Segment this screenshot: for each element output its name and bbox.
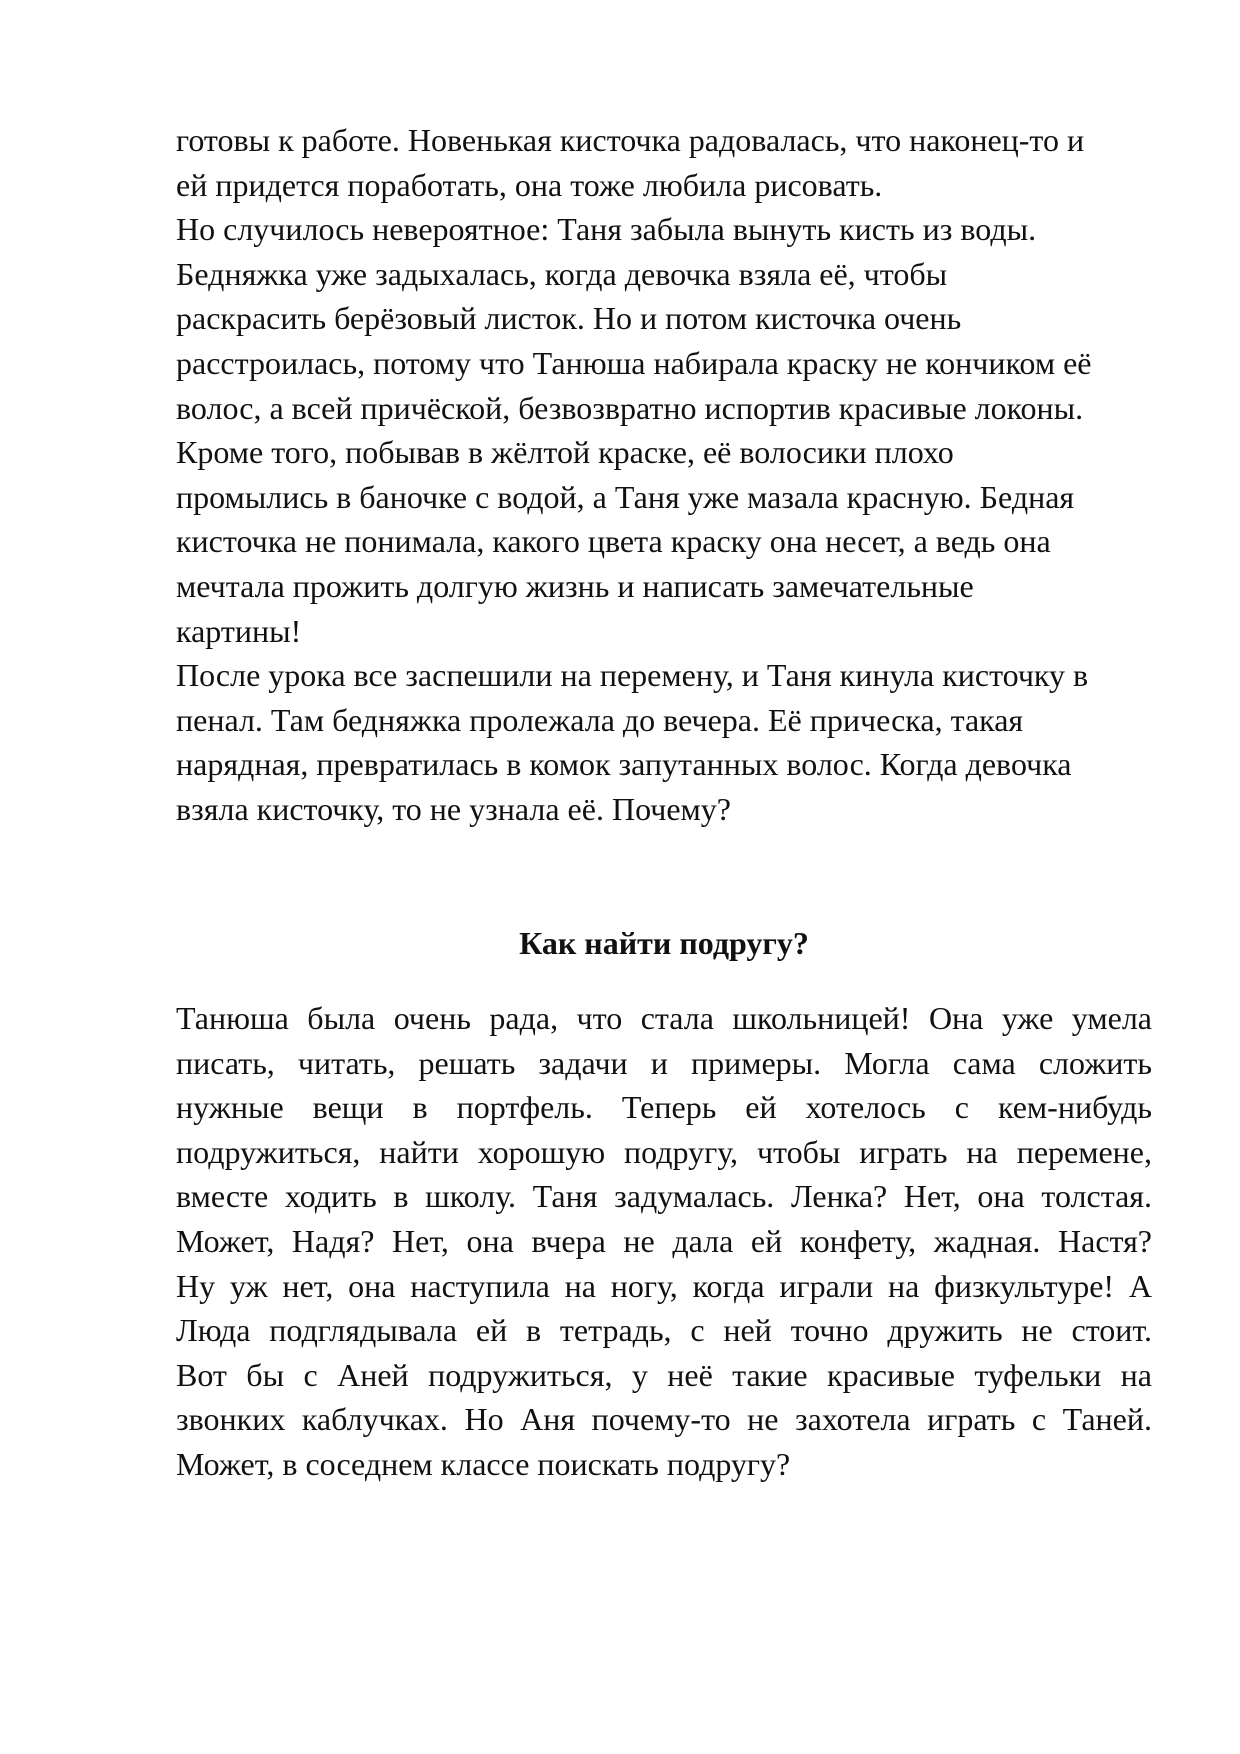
text-line: вместе ходить в школу. Таня задумалась. Ленка? Нет, она толстая. bbox=[176, 1178, 1152, 1215]
text-line: Но случилось невероятное: Таня забыла вынуть кисть из воды. bbox=[176, 211, 1037, 248]
text-line: промылись в баночке с водой, а Таня уже мазала красную. Бедная bbox=[176, 478, 1075, 515]
story-2-text bbox=[176, 996, 1152, 1487]
story-1-text bbox=[176, 118, 1156, 832]
text-line: звонких каблучках. Но Аня почему-то не захотела играть с Таней. bbox=[176, 1401, 1152, 1438]
text-line: раскрасить берёзовый листок. Но и потом кисточка очень bbox=[176, 300, 962, 337]
text-line: волос, а всей причёской, безвозвратно испортив красивые локоны. bbox=[176, 389, 1084, 426]
text-line: ей придется поработать, она тоже любила рисовать. bbox=[176, 166, 883, 203]
text-line: картины! bbox=[176, 612, 302, 649]
text-line: нужные вещи в портфель. Теперь ей хотелось с кем-нибудь bbox=[176, 1089, 1152, 1126]
text-line: готовы к работе. Новенькая кисточка радовалась, что наконец-то и bbox=[176, 122, 1085, 158]
text-line: Кроме того, побывав в жёлтой краске, её волосики плохо bbox=[176, 434, 954, 471]
story-2-title: Как найти подругу? bbox=[519, 925, 809, 961]
text-line: Танюша была очень рада, что стала школьницей! Она уже умела bbox=[176, 1000, 1152, 1036]
text-line: Вот бы с Аней подружиться, у неё такие красивые туфельки на bbox=[176, 1356, 1152, 1393]
text-line: кисточка не понимала, какого цвета краску она несет, а ведь она bbox=[176, 523, 1051, 560]
text-line: расстроилась, потому что Танюша набирала краску не кончиком её bbox=[176, 344, 1092, 381]
text-line: мечтала прожить долгую жизнь и написать замечательные bbox=[176, 567, 974, 604]
text-line: нарядная, превратилась в комок запутанных волос. Когда девочка bbox=[176, 746, 1072, 783]
text-line: взяла кисточку, то не узнала её. Почему? bbox=[176, 790, 731, 827]
text-line: подружиться, найти хорошую подругу, чтобы играть на перемене, bbox=[176, 1133, 1152, 1170]
text-line: Ну уж нет, она наступила на ногу, когда играли на физкультуре! А bbox=[176, 1267, 1152, 1304]
text-line: Может, Надя? Нет, она вчера не дала ей конфету, жадная. Настя? bbox=[176, 1222, 1152, 1259]
text-line: писать, читать, решать задачи и примеры. Могла сама сложить bbox=[176, 1044, 1152, 1081]
text-line: Люда подглядывала ей в тетрадь, с ней точно дружить не стоит. bbox=[176, 1312, 1152, 1349]
text-line: После урока все заспешили на перемену, и Таня кинула кисточку в bbox=[176, 657, 1089, 694]
text-line: пенал. Там бедняжка пролежала до вечера. Её прическа, такая bbox=[176, 701, 1024, 738]
text-line: Может, в соседнем классе поискать подругу? bbox=[176, 1445, 791, 1482]
text-line: Бедняжка уже задыхалась, когда девочка взяла её, чтобы bbox=[176, 255, 948, 292]
